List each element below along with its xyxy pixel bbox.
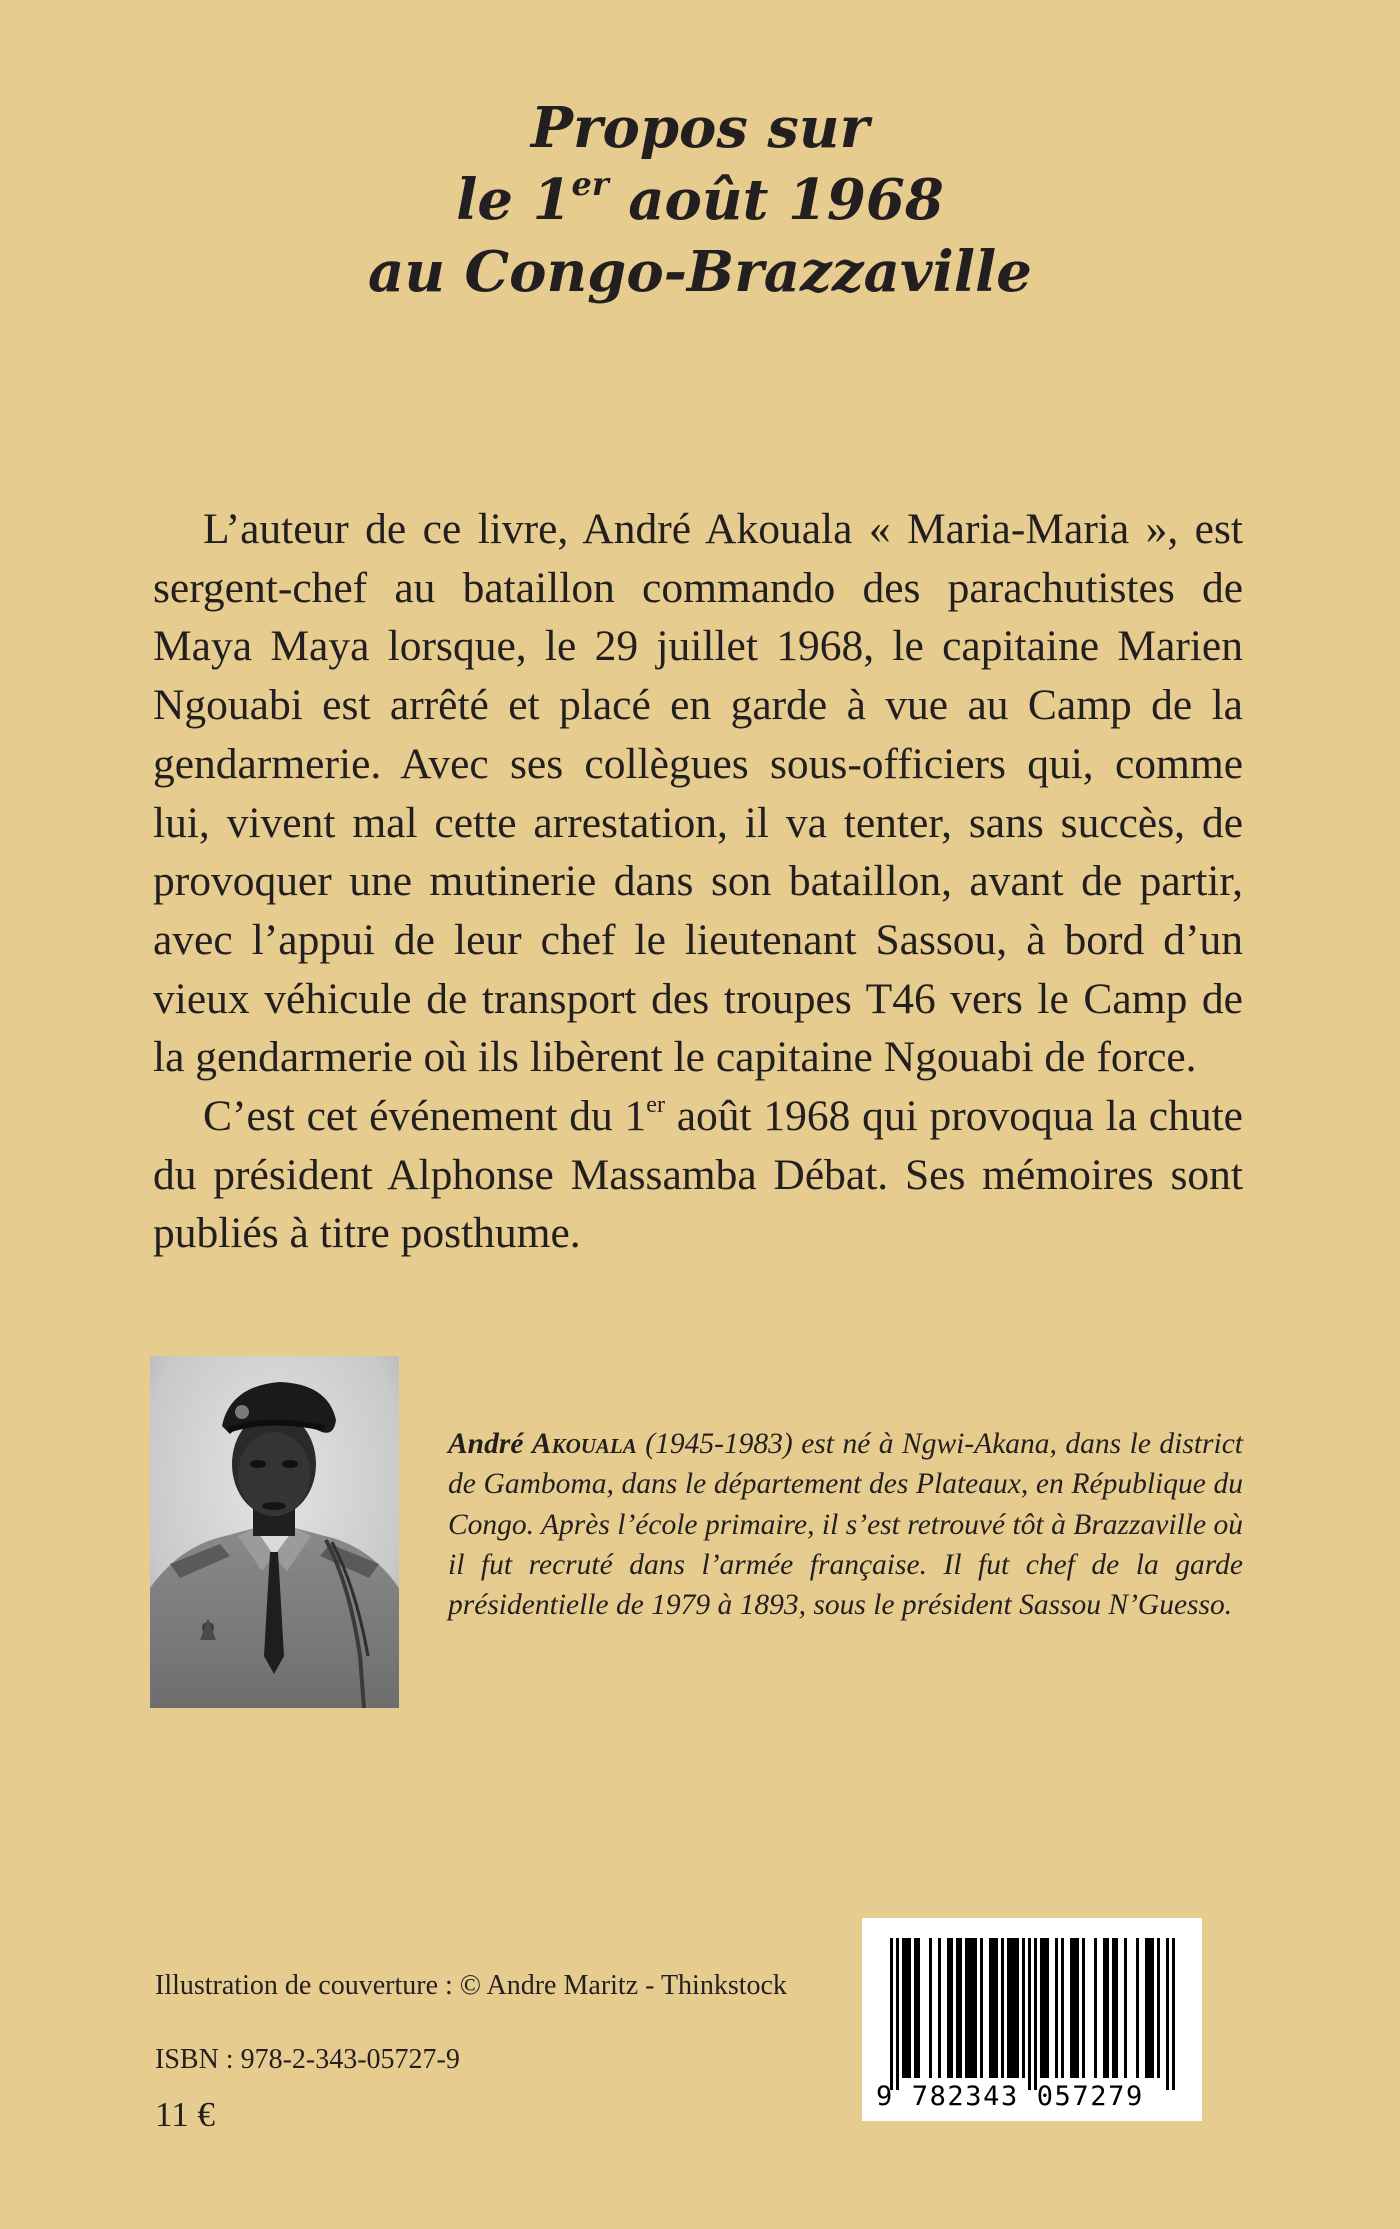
barcode-bar (1073, 1938, 1076, 2078)
isbn: ISBN : 978-2-343-05727-9 (155, 2044, 460, 2075)
barcode-digits: 9 782343 057279 (876, 2081, 1144, 2112)
barcode-bar (905, 1938, 908, 2078)
author-last-name: Akouala (531, 1428, 637, 1460)
barcode-bar (1013, 1938, 1016, 2078)
title-line-3: au Congo-Brazzaville (368, 239, 1032, 305)
author-bio (448, 1424, 1243, 1625)
barcode-bar (1166, 1938, 1169, 2090)
book-title (0, 92, 1400, 308)
barcode-bar (1148, 1938, 1151, 2078)
barcode-bar (1034, 1938, 1037, 2090)
barcode-bar (1028, 1938, 1031, 2090)
barcode-bar (1076, 1938, 1079, 2078)
summary-paragraph-1: L’auteur de ce livre, André Akouala « Maria-Maria », est sergent-chef au bataillon commando des parachutistes de Maya Maya lorsque, le 29 juillet 1968, le capitaine Marien Ngouabi est arrêté et placé en garde à vue au Camp de la gendarmerie. Avec ses collègues sous-officiers qui, comme lui, vivent mal cette arrestation, il va tenter, sans succès, de provoquer une mutinerie dans son bataillon, avant de partir, avec l’appui de leur chef le lieutenant Sassou, à bord d’un vieux véhicule de transport des troupes T46 vers le Camp de la gendarmerie où ils libèrent le capitaine Ngouabi de force. (153, 505, 1243, 1082)
title-line-2-superscript: er (571, 165, 609, 203)
barcode-bar (1145, 1938, 1148, 2078)
barcode-bar (956, 1938, 959, 2078)
barcode-bar (974, 1938, 977, 2078)
barcode-bar (1103, 1938, 1106, 2078)
barcode-bar (917, 1938, 920, 2078)
barcode-bar (1016, 1938, 1019, 2078)
barcode-bar (1055, 1938, 1058, 2078)
barcode-bar (965, 1938, 968, 2078)
barcode-bar (1124, 1938, 1127, 2078)
barcode-bar (1022, 1938, 1025, 2078)
barcode-bar (1136, 1938, 1139, 2078)
barcode-bar (959, 1938, 962, 2078)
title-line-1: Propos sur (530, 95, 870, 161)
barcode-bar (1106, 1938, 1109, 2078)
barcode-bar (1157, 1938, 1160, 2078)
author-photo (150, 1356, 399, 1708)
barcode-bar (938, 1938, 941, 2078)
barcode-bar (1007, 1938, 1010, 2078)
summary-paragraph-2 (153, 1087, 1243, 1263)
barcode-bar (971, 1938, 974, 2078)
title-line-2-prefix: le 1 (456, 167, 572, 233)
price: 11 € (155, 2095, 215, 2134)
barcode-bar (1043, 1938, 1046, 2078)
barcode-bar (1040, 1938, 1043, 2078)
barcode-bar (968, 1938, 971, 2078)
barcode-bar (950, 1938, 953, 2078)
barcode-bar (1172, 1938, 1175, 2090)
barcode-bar (1094, 1938, 1097, 2078)
barcode-bar (890, 1938, 893, 2090)
summary-paragraph-2-prefix: C’est cet événement du 1 (203, 1092, 647, 1141)
barcode-bar (1070, 1938, 1073, 2078)
barcode-bar (929, 1938, 932, 2078)
barcode-bar (992, 1938, 995, 2078)
barcode-bar (1046, 1938, 1049, 2078)
barcode-bar (1115, 1938, 1118, 2078)
barcode-bar (896, 1938, 899, 2090)
barcode-bar (995, 1938, 998, 2078)
barcode-bar (1151, 1938, 1154, 2078)
author-bio-text: (1945-1983) est né à Ngwi-Akana, dans le district de Gamboma, dans le département des Plateaux, en République du Congo. Après l’école primaire, il s’est retrouvé tôt à Brazzaville où il fut recruté dans l’armée française. Il fut chef de la garde présidentielle de 1979 à 1893, sous le président Sassou N’Guesso. (448, 1428, 1243, 1622)
cover-illustration-credit: Illustration de couverture : © Andre Maritz - Thinkstock (155, 1970, 787, 2001)
barcode-bar (1112, 1938, 1115, 2078)
barcode-bar (947, 1938, 950, 2078)
author-bio-paragraph (448, 1424, 1243, 1625)
barcode-bar (989, 1938, 992, 2078)
summary-paragraph-2-superscript: er (646, 1092, 665, 1119)
summary-paragraph-2-suffix: août 1968 qui provoqua la chute du président Alphonse Massamba Débat. Ses mémoires sont publiés à titre posthume. (153, 1092, 1243, 1258)
barcode-bar (914, 1938, 917, 2078)
barcode-bar (902, 1938, 905, 2078)
title-line-2 (0, 164, 1400, 236)
barcode-bar (980, 1938, 983, 2078)
author-first-name: André (448, 1428, 532, 1460)
barcode-bar (908, 1938, 911, 2078)
barcode (862, 1918, 1202, 2121)
barcode-bar (1001, 1938, 1004, 2078)
barcode-bar (1082, 1938, 1085, 2078)
summary-text (153, 500, 1243, 1263)
barcode-bar (1010, 1938, 1013, 2078)
title-line-2-suffix: août 1968 (608, 167, 944, 233)
barcode-bar (1061, 1938, 1064, 2078)
